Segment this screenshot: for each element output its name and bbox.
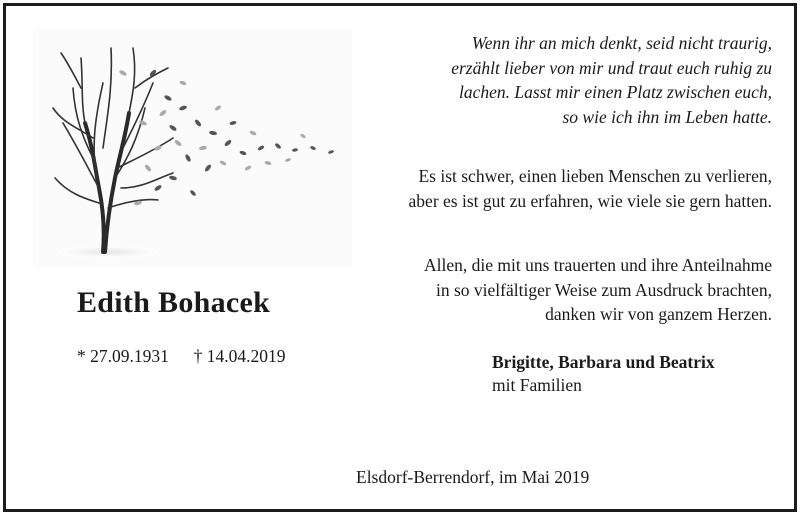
thanks	[342, 253, 772, 327]
birth-date: * 27.09.1931	[77, 346, 169, 366]
quote	[342, 164, 772, 214]
tree-with-blowing-leaves-icon	[33, 28, 353, 268]
thanks-line: danken wir von ganzem Herzen.	[545, 304, 772, 324]
poem-line: erzählt lieber von mir und traut euch ruhig zu	[451, 57, 772, 78]
signer-suffix: mit Familien	[492, 375, 582, 395]
quote-line: Es ist schwer, einen lieben Menschen zu verlieren,	[418, 166, 772, 186]
signer-names: Brigitte, Barbara und Beatrix	[492, 352, 715, 372]
deceased-name: Edith Bohacek	[77, 286, 271, 319]
life-dates	[77, 346, 286, 367]
death-date: † 14.04.2019	[193, 346, 286, 366]
poem-line: lachen. Lasst mir einen Platz zwischen euch,	[458, 82, 772, 102]
poem	[352, 31, 772, 129]
signers	[492, 351, 715, 397]
poem-line: so wie ich ihn im Leben hatte.	[562, 106, 772, 127]
thanks-line: Allen, die mit uns trauerten und ihre Anteilnahme	[424, 255, 772, 275]
quote-line: aber es ist gut zu erfahren, wie viele sie gern hatten.	[408, 191, 772, 211]
place-date: Elsdorf-Berrendorf, im Mai 2019	[356, 467, 590, 487]
thanks-line: in so vielfältiger Weise zum Ausdruck brachten,	[435, 279, 772, 300]
poem-line: Wenn ihr an mich denkt, seid nicht traurig,	[471, 33, 772, 53]
